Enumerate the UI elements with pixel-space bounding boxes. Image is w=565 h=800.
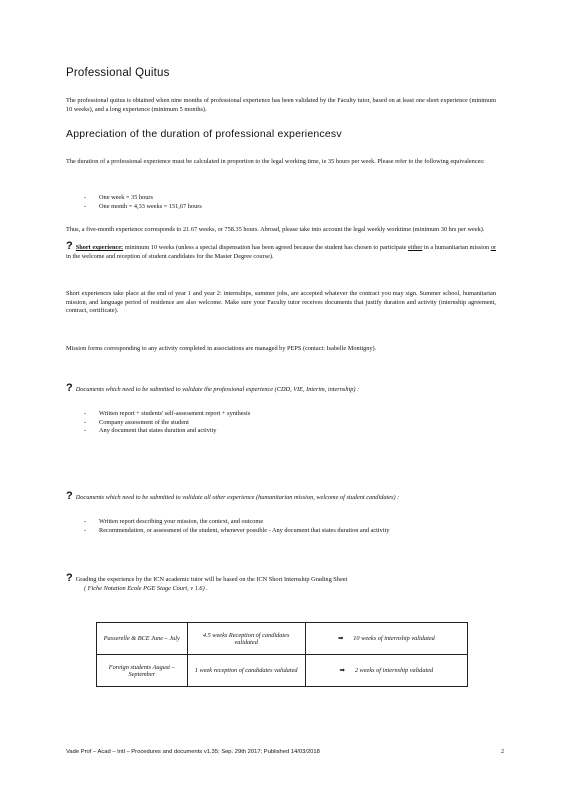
table-cell: Passerelle & BCE June – July <box>97 623 188 655</box>
list-item: - One week = 35 hours <box>84 194 202 203</box>
table-cell <box>305 655 467 687</box>
page-number: 2 <box>501 749 504 755</box>
short-experience-text: minimum 10 weeks (unless a special dispensation has been agreed because the student has chosen to participate <box>123 244 408 251</box>
arrow-right-icon: ➡ <box>339 667 345 674</box>
docs-professional-heading <box>66 384 496 395</box>
list-item: - Any document that states duration and activity <box>84 427 250 436</box>
grading-paragraph <box>66 574 496 593</box>
table-cell-text: 2 weeks of internship validated <box>354 667 434 674</box>
or-text: or <box>490 244 496 251</box>
question-mark-icon: ? <box>66 382 73 394</box>
mission-paragraph: Mission forms corresponding to any activity completed in associations are managed by PEPS (contact: Isabelle Montigny). <box>66 345 377 352</box>
short-experience-label: Short experience: <box>75 244 124 251</box>
intro-paragraph: The professional quitus is obtained when nine months of professional experience has been validated by the Faculty tutor, based on at least one short experience (minimum 10 weeks), and a long experience (minimum 5 months). <box>66 97 496 113</box>
either-text: either <box>407 244 423 251</box>
short-experiences-paragraph: Short experiences take place at the end of year 1 and year 2: internships, summer jobs, are accepted whatever the contract you may sign. Summer school, humanitarian mission, and language period of residence are also welcome. Make sure your Faculty tutor receives documents that justify duration and activity (internship agreement, contract, certificate). <box>66 290 496 315</box>
grading-reference: ( Fiche Notation Ecole PGE Stage Court, v 1.6) . <box>84 584 208 592</box>
table-cell: 4.5 weeks Reception of candidates validated <box>187 623 305 655</box>
equivalence-table <box>96 622 468 687</box>
list-item: - Written report + students' self-assessment report + synthesis <box>84 410 250 419</box>
table-row <box>97 655 468 687</box>
table-cell: 1 week reception of candidates validated <box>187 655 305 687</box>
list-item: - Company assessment of the student <box>84 419 250 428</box>
list-item: - One month = 4,33 weeks = 151,67 hours <box>84 203 202 212</box>
question-mark-icon: ? <box>66 490 73 502</box>
list-item: - Recommendation, or assessment of the student, whenever possible - Any document that states duration and activity <box>84 527 498 536</box>
five-month-paragraph: Thus, a five-month experience corresponds to 21.67 weeks, or 758.35 hours. Abroad, please take into account the legal weekly worktime (minimum 30 hrs per week). <box>66 226 485 233</box>
docs-other-list <box>84 518 498 535</box>
duration-paragraph: The duration of a professional experience must be calculated in proportion to the legal working time, ie 35 hours per week. Please refer to the following equivalences: <box>66 158 485 165</box>
short-experience-text: in a humanitarian mission <box>422 244 491 251</box>
question-mark-icon: ? <box>66 240 73 252</box>
docs-other-text: Documents which need to be submitted to validate all other experience (humanitarian mission, welcome of student candidates) : <box>75 494 400 501</box>
table-cell <box>305 623 467 655</box>
docs-professional-list <box>84 410 250 436</box>
list-item: - Written report describing your mission, the context, and outcome <box>84 518 498 527</box>
page-footer: Vade Prof – Acad – Intl – Procedures and documents v1.35; Sep. 29th 2017; Published 14/03/2018 <box>66 749 320 755</box>
table-row <box>97 623 468 655</box>
short-experience-text: in the welcome and reception of student candidates for the Master Degree course). <box>66 252 274 260</box>
table-cell-text: 10 weeks of internship validated <box>353 635 435 642</box>
docs-other-heading <box>66 492 496 503</box>
grading-text: Grading the experience by the ICN academic tutor will be based on the ICN Short Internship Grading Sheet <box>75 576 348 583</box>
short-experience-paragraph <box>66 242 496 261</box>
section-title: Appreciation of the duration of professional experiencesv <box>66 128 342 140</box>
equivalence-list <box>84 194 202 211</box>
table-cell: Foreign students August – September <box>97 655 188 687</box>
page-title: Professional Quitus <box>66 67 170 79</box>
docs-professional-text: Documents which need to be submitted to validate the professional experience (CDD, VIE, Interim, internship) : <box>75 386 360 393</box>
arrow-right-icon: ➡ <box>337 635 344 642</box>
question-mark-icon: ? <box>66 572 73 584</box>
